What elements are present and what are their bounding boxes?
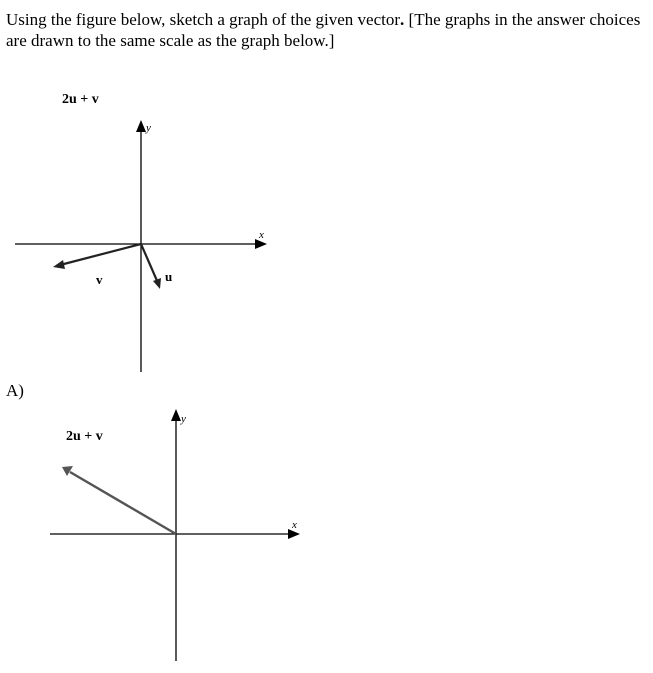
- vector-v: [60, 244, 141, 265]
- question-text-main: Using the figure below, sketch a graph of the given vector: [6, 10, 401, 29]
- choice-a-figure[interactable]: [50, 409, 300, 661]
- choice-a-y-arrowhead: [171, 409, 181, 421]
- main-figure: [15, 120, 267, 372]
- main-x-label: x: [259, 229, 264, 241]
- vector-u-arrowhead: [153, 278, 161, 289]
- vector-v-label: v: [96, 272, 103, 287]
- main-y-label: y: [146, 122, 151, 134]
- choice-a-title: 2u + v: [66, 429, 103, 444]
- choice-a-vector-arrowhead: [62, 466, 73, 476]
- choice-a-label[interactable]: A): [6, 381, 24, 400]
- choice-a-x-label: x: [292, 519, 297, 531]
- question-text-instructions: [The graphs in the answer choices are drawn to the same scale as the graph below.]: [6, 10, 641, 50]
- question-bold-period: .: [400, 10, 405, 29]
- vector-v-arrowhead: [53, 260, 65, 269]
- choice-a-y-label: y: [181, 413, 186, 425]
- main-y-arrowhead: [136, 120, 146, 132]
- figure-title: 2u + v: [62, 92, 99, 107]
- choice-a-vector: [70, 472, 176, 534]
- vector-u: [141, 244, 158, 283]
- vector-u-label: u: [165, 269, 173, 284]
